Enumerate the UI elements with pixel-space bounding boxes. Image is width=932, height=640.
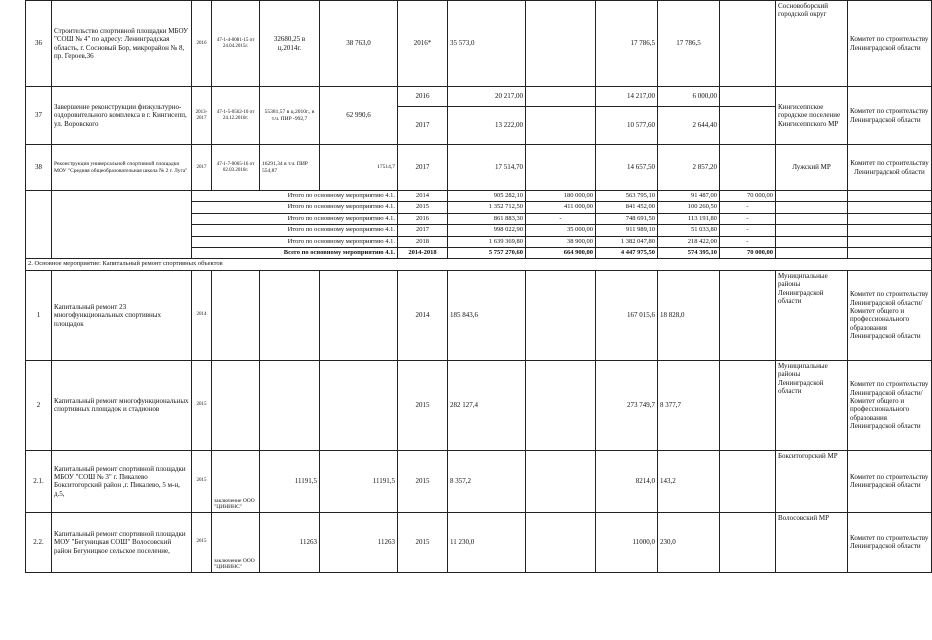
totals-federal: 180 000,00 [526, 191, 596, 202]
federal-amount [526, 107, 596, 145]
municipality: Муниципальные районы Ленинградской области [776, 360, 848, 450]
current-price [320, 270, 398, 360]
regional-amount: 8214,0 [596, 450, 658, 512]
row-number: 36 [26, 1, 52, 87]
totals-local: 51 033,80 [658, 225, 720, 236]
responsible: Комитет по строительству Ленинградской области [848, 1, 932, 87]
object-name: Капитальный ремонт многофункциональных спортивных площадок и стадионов [52, 360, 192, 450]
row-number: 2.2. [26, 512, 52, 572]
totals-label: Итого по основному мероприятию 4.1. [192, 236, 398, 247]
totals-local: 218 422,00 [658, 236, 720, 247]
build-year: 2014 [192, 270, 212, 360]
regional-amount: 11000,0 [596, 512, 658, 572]
build-year: 2015 [192, 450, 212, 512]
totals-row [26, 202, 932, 213]
row-number: 38 [26, 145, 52, 191]
federal-amount [526, 1, 596, 87]
responsible: Комитет по строительству Ленинградской области/Комитет общего и профессионального образования Ленинградской области [848, 360, 932, 450]
grand-total-other: 70 000,00 [720, 248, 776, 259]
municipality: Бокситогорский МР [776, 450, 848, 512]
municipality: Сосновоборский городской округ [776, 1, 848, 87]
object-name: Капитальный ремонт 23 многофункциональных спортивных площадок [52, 270, 192, 360]
totals-other: 70 000,00 [720, 191, 776, 202]
finance-year: 2014 [398, 270, 448, 360]
other-amount [720, 360, 776, 450]
document-sheet [25, 0, 929, 571]
finance-year: 2015 [398, 512, 448, 572]
finance-year: 2017 [398, 145, 448, 191]
totals-total: 1 639 369,80 [448, 236, 526, 247]
totals-year: 2017 [398, 225, 448, 236]
total-amount: 185 843,6 [448, 270, 526, 360]
regional-amount: 167 015,6 [596, 270, 658, 360]
local-amount: 18 828,0 [658, 270, 720, 360]
regional-amount: 14 217,00 [596, 87, 658, 107]
responsible: Комитет по строительству Ленинградской области [848, 512, 932, 572]
total-amount: 8 357,2 [448, 450, 526, 512]
finance-year: 2017 [398, 107, 448, 145]
totals-other: - [720, 225, 776, 236]
totals-total: 998 022,90 [448, 225, 526, 236]
municipality: Волосовский МР [776, 512, 848, 572]
table-row [26, 145, 932, 191]
other-amount [720, 512, 776, 572]
responsible: Комитет по строительству Ленинградской области [848, 87, 932, 145]
regional-amount: 10 577,60 [596, 107, 658, 145]
regional-amount: 273 749,7 [596, 360, 658, 450]
municipality: Лужский МР [776, 145, 848, 191]
grand-total-total: 5 757 270,60 [448, 248, 526, 259]
grand-total-local: 574 395,10 [658, 248, 720, 259]
totals-label: Итого по основному мероприятию 4.1. [192, 225, 398, 236]
object-name: Строительство спортивной площадки МБОУ "СОШ № 4" по адресу: Ленинградская область, г. Сосновый Бор, микрорайон № 8, пр. Героев,36 [52, 1, 192, 87]
responsible: Комитет по строительству Ленинградской области [848, 450, 932, 512]
finance-year: 2015 [398, 450, 448, 512]
local-amount: 143,2 [658, 450, 720, 512]
object-name: Завершение реконструкции физкультурно-оздоровительного комплекса в г. Кингисепп, ул. Воровского [52, 87, 192, 145]
local-amount: 2 857,20 [658, 145, 720, 191]
totals-row [26, 191, 932, 202]
estimate-cost: 11263 [260, 512, 320, 572]
totals-row [26, 213, 932, 224]
estimate-cost [260, 270, 320, 360]
local-amount: 17 786,5 [658, 1, 720, 87]
current-price [320, 360, 398, 450]
totals-regional: 841 452,00 [596, 202, 658, 213]
total-amount: 20 217,00 [448, 87, 526, 107]
grand-total-year: 2014-2018 [398, 248, 448, 259]
expertise-ref: 47-1-5-0562-10 от 24.12.2010г. [212, 87, 260, 145]
build-year: 2015 [192, 360, 212, 450]
totals-year: 2014 [398, 191, 448, 202]
expertise-ref: 47-1-4-0081-15 от 24.04.2015г. [212, 1, 260, 87]
totals-year: 2016 [398, 213, 448, 224]
expertise-ref [212, 270, 260, 360]
other-amount [720, 270, 776, 360]
current-price: 11191,5 [320, 450, 398, 512]
estimate-cost [260, 360, 320, 450]
totals-other: - [720, 202, 776, 213]
local-amount: 230,0 [658, 512, 720, 572]
local-amount: 2 644,40 [658, 107, 720, 145]
totals-local: 113 191,80 [658, 213, 720, 224]
totals-other: - [720, 236, 776, 247]
grand-total-federal: 664 900,00 [526, 248, 596, 259]
totals-local: 100 260,50 [658, 202, 720, 213]
build-year: 2016 [192, 1, 212, 87]
build-year: 2017 [192, 145, 212, 191]
federal-amount [526, 512, 596, 572]
program-table [25, 0, 932, 573]
totals-federal: - [526, 213, 596, 224]
totals-federal: 38 900,00 [526, 236, 596, 247]
table-row [26, 450, 932, 512]
current-price: 11263 [320, 512, 398, 572]
total-amount: 282 127,4 [448, 360, 526, 450]
estimate-cost: 11191,5 [260, 450, 320, 512]
local-amount: 8 377,7 [658, 360, 720, 450]
grand-total-row [26, 248, 932, 259]
federal-amount [526, 270, 596, 360]
build-year: 2013-2017 [192, 87, 212, 145]
current-price: 38 763,0 [320, 1, 398, 87]
totals-label: Итого по основному мероприятию 4.1. [192, 191, 398, 202]
regional-amount: 17 786,5 [596, 1, 658, 87]
other-amount [720, 145, 776, 191]
total-amount: 13 222,00 [448, 107, 526, 145]
totals-regional: 1 382 047,80 [596, 236, 658, 247]
estimate-cost: 16291,34 в т.ч. ПИР 554,87 [260, 145, 320, 191]
totals-regional: 563 795,10 [596, 191, 658, 202]
object-name: Капитальный ремонт спортивной площадки МОУ "Бегуницкая СОШ" Волосовский район Бегуницкое сельское поселение, [52, 512, 192, 572]
total-amount: 17 514,70 [448, 145, 526, 191]
grand-total-regional: 4 447 975,50 [596, 248, 658, 259]
table-row [26, 360, 932, 450]
totals-total: 905 282,10 [448, 191, 526, 202]
estimate-cost: 55381,57 в ц.2010г., в т.ч. ПИР -992,7 [260, 87, 320, 145]
estimate-cost: 32680,25 в ц.2014г. [260, 1, 320, 87]
expertise-ref: 47-1-7-0065-16 от 02.03.2016г. [212, 145, 260, 191]
totals-year: 2015 [398, 202, 448, 213]
totals-local: 91 487,00 [658, 191, 720, 202]
totals-row [26, 236, 932, 247]
totals-row [26, 225, 932, 236]
finance-year: 2016* [398, 1, 448, 87]
totals-federal: 411 000,00 [526, 202, 596, 213]
federal-amount [526, 145, 596, 191]
totals-label: Итого по основному мероприятию 4.1. [192, 213, 398, 224]
totals-total: 861 883,30 [448, 213, 526, 224]
expertise-ref: заключение ООО "ЦИНИНС" [212, 512, 260, 572]
totals-total: 1 352 712,50 [448, 202, 526, 213]
total-amount: 11 230,0 [448, 512, 526, 572]
table-row [26, 87, 932, 107]
section-heading-row [26, 259, 932, 270]
finance-year: 2015 [398, 360, 448, 450]
object-name: Реконструкция универсальной спортивной площадки МОУ "Средняя общеобразовательная школа № 2 г. Луга" [52, 145, 192, 191]
expertise-ref: заключение ООО "ЦИНИНС" [212, 450, 260, 512]
federal-amount [526, 87, 596, 107]
row-number: 37 [26, 87, 52, 145]
table-row [26, 1, 932, 87]
total-amount: 35 573,0 [448, 1, 526, 87]
regional-amount: 14 657,50 [596, 145, 658, 191]
other-amount [720, 450, 776, 512]
local-amount: 6 000,00 [658, 87, 720, 107]
section-title: 2. Основное мероприятие: Капитальный ремонт спортивных объектов [26, 259, 932, 270]
totals-year: 2018 [398, 236, 448, 247]
federal-amount [526, 360, 596, 450]
totals-other: - [720, 213, 776, 224]
federal-amount [526, 450, 596, 512]
other-amount [720, 1, 776, 87]
row-number: 2 [26, 360, 52, 450]
municipality: Муниципальные районы Ленинградской области [776, 270, 848, 360]
table-row [26, 270, 932, 360]
row-number: 1 [26, 270, 52, 360]
row-number: 2.1. [26, 450, 52, 512]
grand-total-label: Всего по основному мероприятию 4.1. [192, 248, 398, 259]
build-year: 2015 [192, 512, 212, 572]
other-amount [720, 87, 776, 107]
responsible: Комитет по строительству Ленинградской области [848, 145, 932, 191]
totals-regional: 911 989,10 [596, 225, 658, 236]
other-amount [720, 107, 776, 145]
current-price: 17514,7 [320, 145, 398, 191]
municipality: Кингисеппское городское поселение Кингисеппского МР [776, 87, 848, 145]
totals-federal: 35 000,00 [526, 225, 596, 236]
totals-regional: 748 691,50 [596, 213, 658, 224]
responsible: Комитет по строительству Ленинградской области/Комитет общего и профессионального образования Ленинградской области [848, 270, 932, 360]
totals-label: Итого по основному мероприятию 4.1. [192, 202, 398, 213]
object-name: Капитальный ремонт спортивной площадки МБОУ "СОШ № 3" г. Пикалево Бокситогорский район ,г. Пикалево, 5 м-н, д.5, [52, 450, 192, 512]
expertise-ref [212, 360, 260, 450]
table-row [26, 512, 932, 572]
finance-year: 2016 [398, 87, 448, 107]
current-price: 62 990,6 [320, 87, 398, 145]
